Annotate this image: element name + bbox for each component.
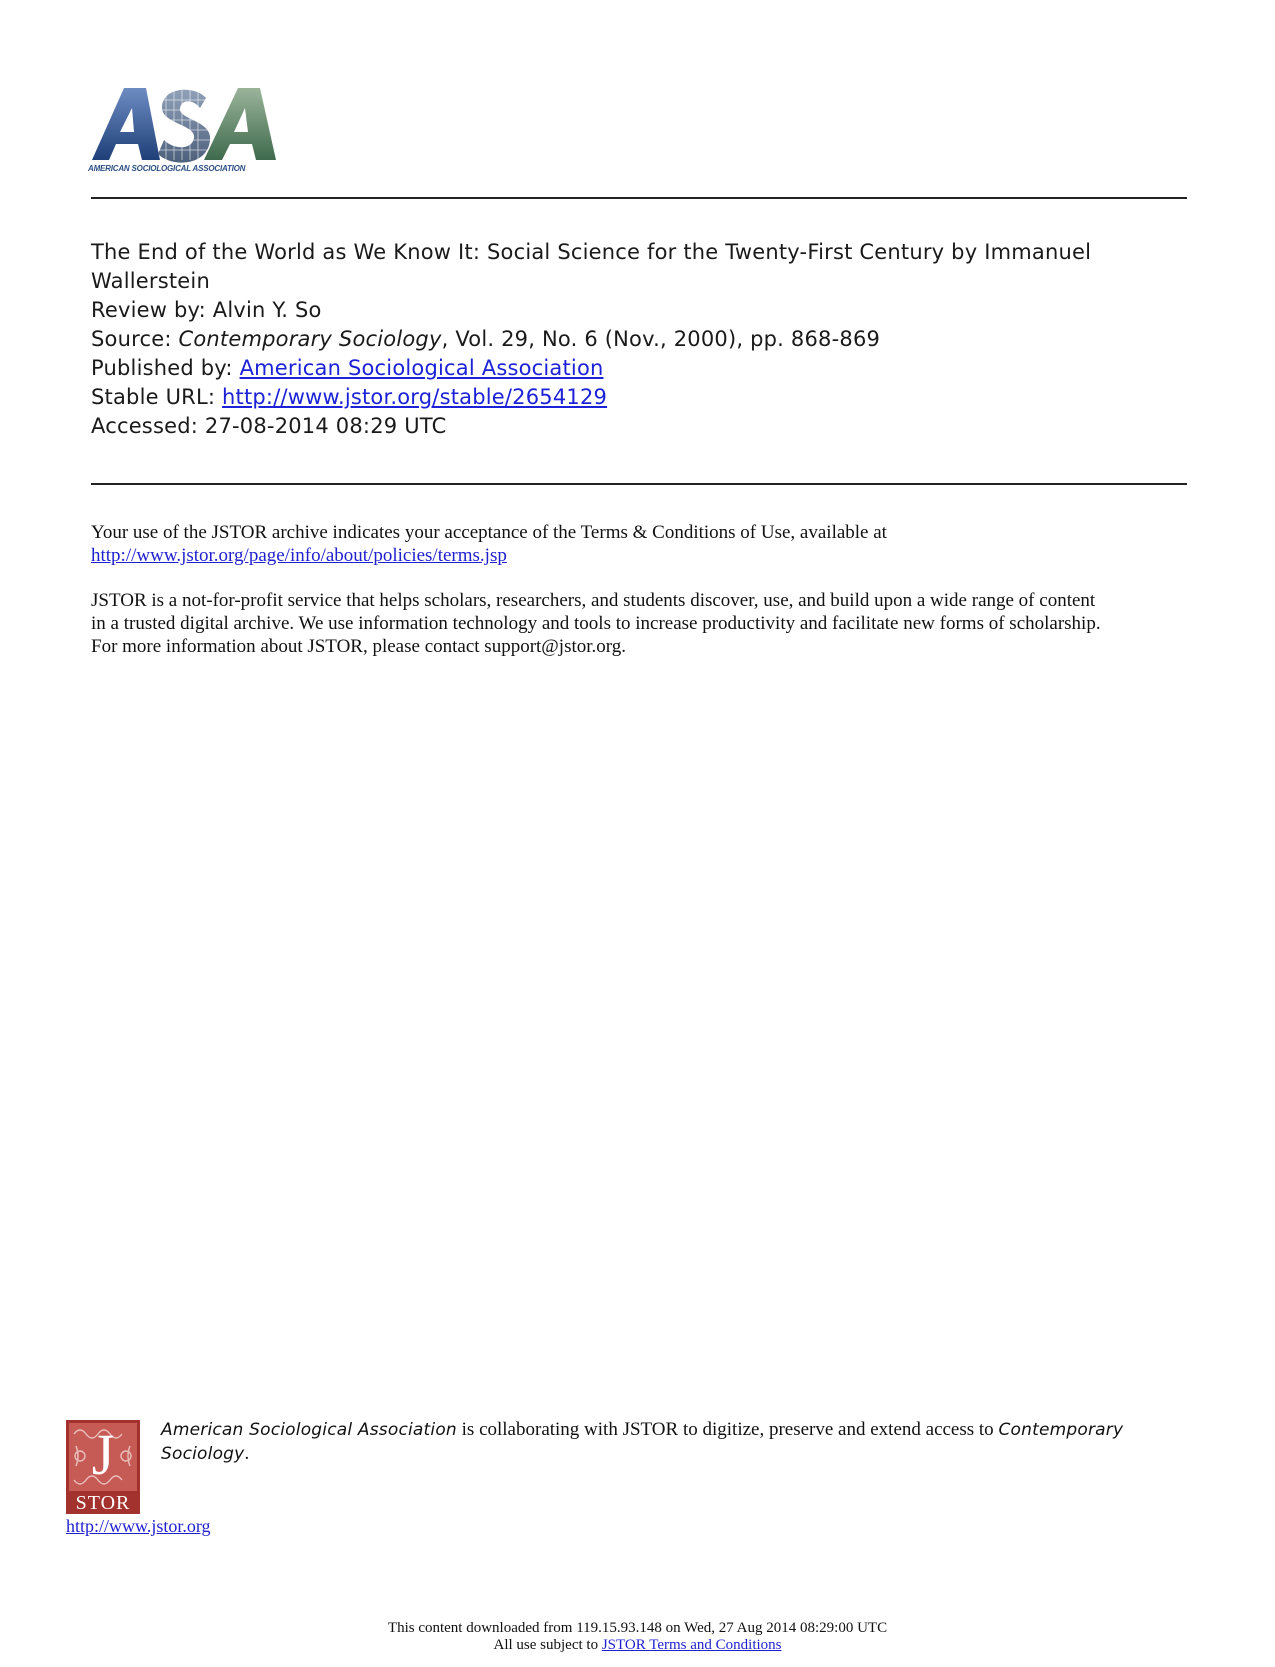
download-info: This content downloaded from 119.15.93.148 on Wed, 27 Aug 2014 08:29:00 UTC: [387, 1620, 888, 1636]
terms-link[interactable]: http://www.jstor.org/page/info/about/policies/terms.jsp: [91, 545, 507, 566]
stable-url-label: Stable URL:: [91, 385, 223, 409]
source-line: [91, 325, 1191, 354]
publisher-link[interactable]: American Sociological Association: [239, 356, 604, 380]
about-line-2: in a trusted digital archive. We use information technology and tools to increase productivity and facilitate new forms of scholarship.: [91, 613, 1101, 634]
review-label: Review by:: [91, 298, 213, 322]
collab-end: .: [244, 1443, 250, 1464]
jstor-logo-letter: J: [91, 1422, 115, 1487]
about-line-1: JSTOR is a not-for-profit service that helps scholars, researchers, and students discover, use, and build upon a wide range of content: [91, 590, 1096, 611]
collaboration-notice: [161, 1418, 1171, 1466]
top-divider: [91, 197, 1187, 199]
review-line: [91, 296, 1191, 325]
source-label: Source:: [91, 327, 179, 351]
citation-block: [91, 238, 1191, 441]
middle-divider: [91, 483, 1187, 485]
stable-url-link[interactable]: http://www.jstor.org/stable/2654129: [222, 385, 608, 409]
accessed-date: 27-08-2014 08:29 UTC: [204, 414, 447, 438]
reviewer-name: Alvin Y. So: [212, 298, 322, 322]
jstor-url-link[interactable]: http://www.jstor.org: [66, 1516, 211, 1536]
footer-terms-link[interactable]: JSTOR Terms and Conditions: [601, 1637, 782, 1653]
publisher-label: Published by:: [91, 356, 240, 380]
download-footer: [0, 1620, 1275, 1654]
accessed-line: [91, 412, 1191, 441]
accessed-label: Accessed:: [91, 414, 205, 438]
jstor-logo-text: STOR: [75, 1492, 131, 1514]
asa-logo: [88, 80, 298, 180]
jstor-about: [91, 589, 1191, 658]
jstor-logo: [66, 1420, 140, 1514]
asa-logo-tagline: AMERICAN SOCIOLOGICAL ASSOCIATION: [88, 164, 246, 173]
collab-publisher: American Sociological Association: [161, 1420, 457, 1440]
terms-text: Your use of the JSTOR archive indicates your acceptance of the Terms & Conditions of Use, available at: [91, 522, 887, 543]
subject-prefix: All use subject to: [493, 1637, 602, 1653]
source-details: , Vol. 29, No. 6 (Nov., 2000), pp. 868-869: [441, 327, 881, 351]
journal-name: Contemporary Sociology: [178, 327, 442, 351]
terms-notice: [91, 521, 1191, 567]
about-line-3: For more information about JSTOR, please contact support@jstor.org.: [91, 636, 627, 657]
subject-line: [0, 1637, 1275, 1654]
collab-journal: Contemporary Sociology: [161, 1420, 1124, 1464]
stable-url-line: [91, 383, 1191, 412]
collab-text: is collaborating with JSTOR to digitize, preserve and extend access to: [456, 1419, 999, 1440]
article-title: The End of the World as We Know It: Social Science for the Twenty-First Century by Immanuel Wallerstein: [91, 240, 1092, 293]
publisher-line: [91, 354, 1191, 383]
